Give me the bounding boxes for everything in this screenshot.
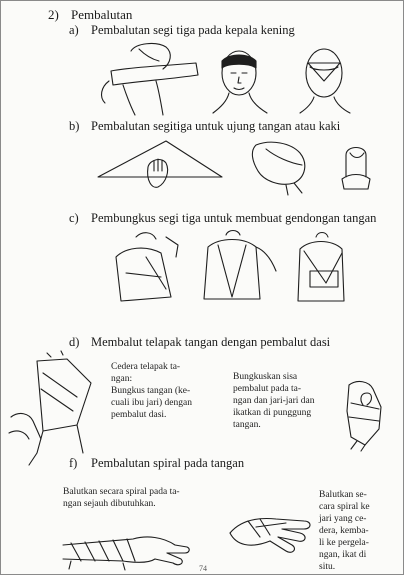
hand-spiral-illustration <box>63 525 193 570</box>
page-number: 74 <box>199 564 207 573</box>
head-bandage-illustrations <box>101 41 401 116</box>
section-d-title: Membalut telapak tangan dengan pembalut dasi <box>91 335 331 349</box>
section-a-letter: a) <box>69 23 79 37</box>
tied-hand-figure <box>342 148 370 190</box>
sling-step-3-figure <box>298 233 344 302</box>
section-a-title: Pembalutan segi tiga pada kepala kening <box>91 23 295 37</box>
palm-bandage-illustration <box>7 353 107 468</box>
section-c-letter: c) <box>69 211 79 225</box>
face-front-figure <box>213 51 267 113</box>
list-number: 2) <box>48 7 59 22</box>
head-back-figure <box>300 49 350 113</box>
arm-sling-illustrations <box>106 227 366 317</box>
finger-spiral-illustration <box>226 507 316 555</box>
hand-bandage-illustrations <box>96 137 386 197</box>
triangle-bandage-figure <box>98 141 222 187</box>
spiral-note-left: Balutkan secara spiral pada ta- ngan sejauh dibutuhkan. <box>63 487 180 509</box>
sling-step-1-figure <box>116 233 178 301</box>
spiral-note-right: Balutkan se- cara spiral ke jari yang ce- dera, kemba- li ke pergela- ngan, ikat di situ. <box>319 490 370 572</box>
sling-step-2-figure <box>204 231 276 300</box>
section-f-letter: f) <box>69 456 78 470</box>
section-b-letter: b) <box>69 119 80 133</box>
palm-note-right: Bungkuskan sisa pembalut pada ta- ngan dan jari-jari dan ikatkan di punggung tangan. <box>233 372 315 430</box>
wrapped-hand-figure <box>252 142 304 195</box>
hand-back-knot-illustration <box>339 377 394 452</box>
section-b-title: Pembalutan segitiga untuk ujung tangan atau kaki <box>91 119 341 133</box>
head-wrap-figure <box>102 44 198 115</box>
palm-note-left: Cedera telapak ta- ngan: Bungkus tangan (ke- cuali ibu jari) dengan pembalut dasi. <box>111 362 192 420</box>
section-f-title: Pembalutan spiral pada tangan <box>91 456 245 470</box>
section-d-letter: d) <box>69 335 80 349</box>
page-heading: Pembalutan <box>71 7 133 22</box>
section-c-title: Pembungkus segi tiga untuk membuat gendongan tangan <box>91 211 377 225</box>
